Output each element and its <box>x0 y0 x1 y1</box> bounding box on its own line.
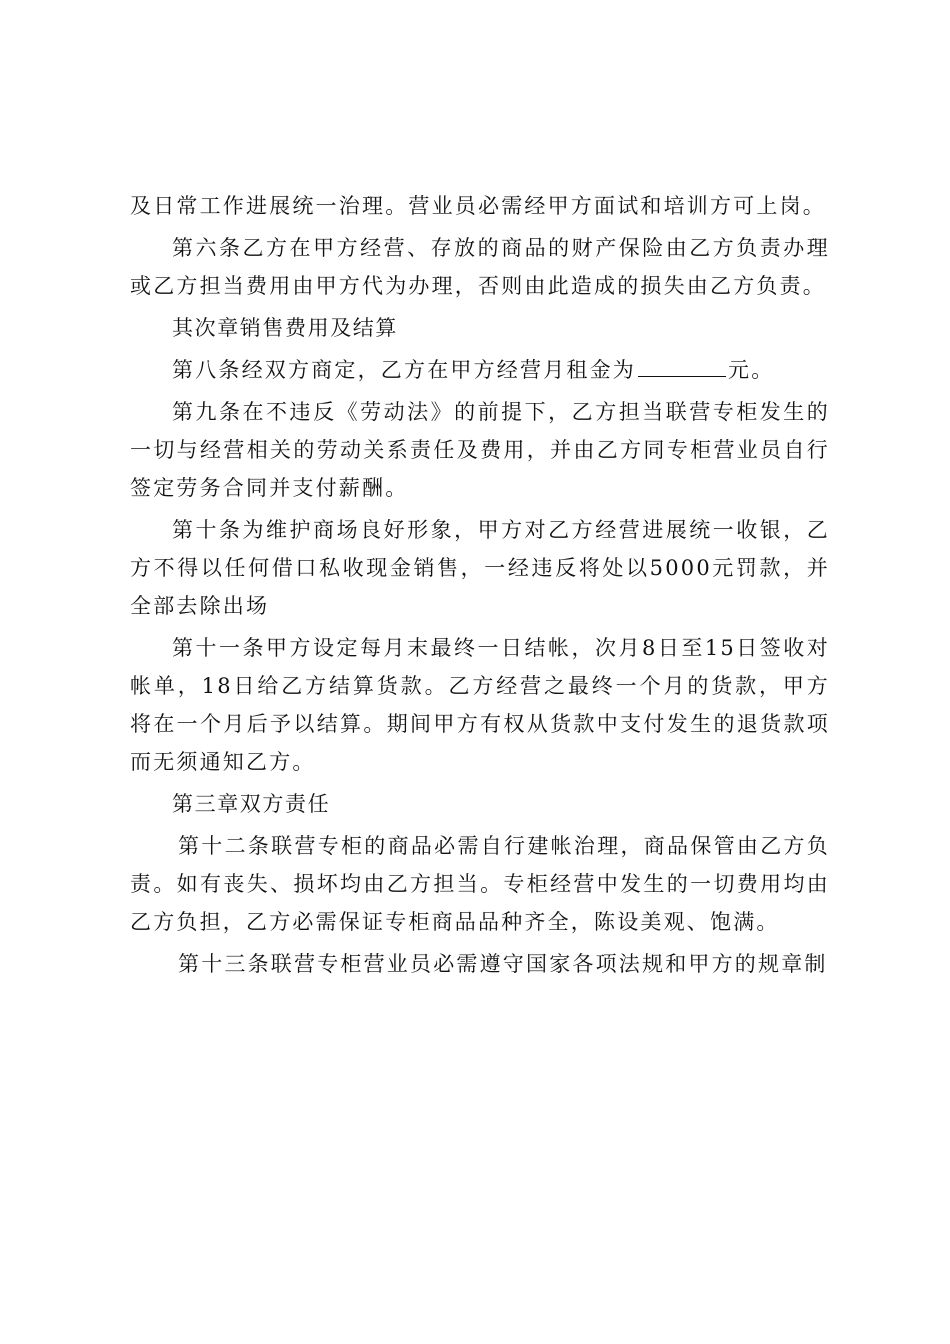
article-9-paragraph: 第九条在不违反《劳动法》的前提下，乙方担当联营专柜发生的一切与经营相关的劳动关系责任及费用，并由乙方同专柜营业员自行签定劳务合同并支付薪酬。 <box>130 400 830 500</box>
document-body <box>130 187 830 987</box>
chapter-2-heading: 其次章销售费用及结算 <box>172 316 398 340</box>
rent-amount-blank <box>638 352 726 377</box>
article-11-paragraph: 第十一条甲方设定每月末最终一日结帐，次月8日至15日签收对帐单，18日给乙方结算货款。乙方经营之最终一个月的货款，甲方将在一个月后予以结算。期间甲方有权从货款中支付发生的退货款项而无须通知乙方。 <box>130 636 830 774</box>
article-8-paragraph <box>130 351 830 389</box>
article-13-paragraph: 第十三条联营专柜营业员必需遵守国家各项法规和甲方的规章制 <box>178 952 828 976</box>
article-10-paragraph: 第十条为维护商场良好形象，甲方对乙方经营进展统一收银，乙方不得以任何借口私收现金销售，一经违反将处以5000元罚款，并全部去除出场 <box>130 518 830 618</box>
article-8-text: 第八条经双方商定，乙方在甲方经营月租金为 <box>172 358 636 382</box>
article-12-paragraph: 第十二条联营专柜的商品必需自行建帐治理，商品保管由乙方负责。如有丧失、损坏均由乙方担当。专柜经营中发生的一切费用均由乙方负担，乙方必需保证专柜商品品种齐全，陈设美观、饱满。 <box>130 834 830 934</box>
chapter-3-heading: 第三章双方责任 <box>172 792 331 816</box>
paragraph-continuation: 及日常工作进展统一治理。营业员必需经甲方面试和培训方可上岗。 <box>130 194 826 218</box>
article-8-suffix: 元。 <box>728 358 775 382</box>
article-6-paragraph: 第六条乙方在甲方经营、存放的商品的财产保险由乙方负责办理或乙方担当费用由甲方代为办理，否则由此造成的损失由乙方负责。 <box>130 236 830 298</box>
